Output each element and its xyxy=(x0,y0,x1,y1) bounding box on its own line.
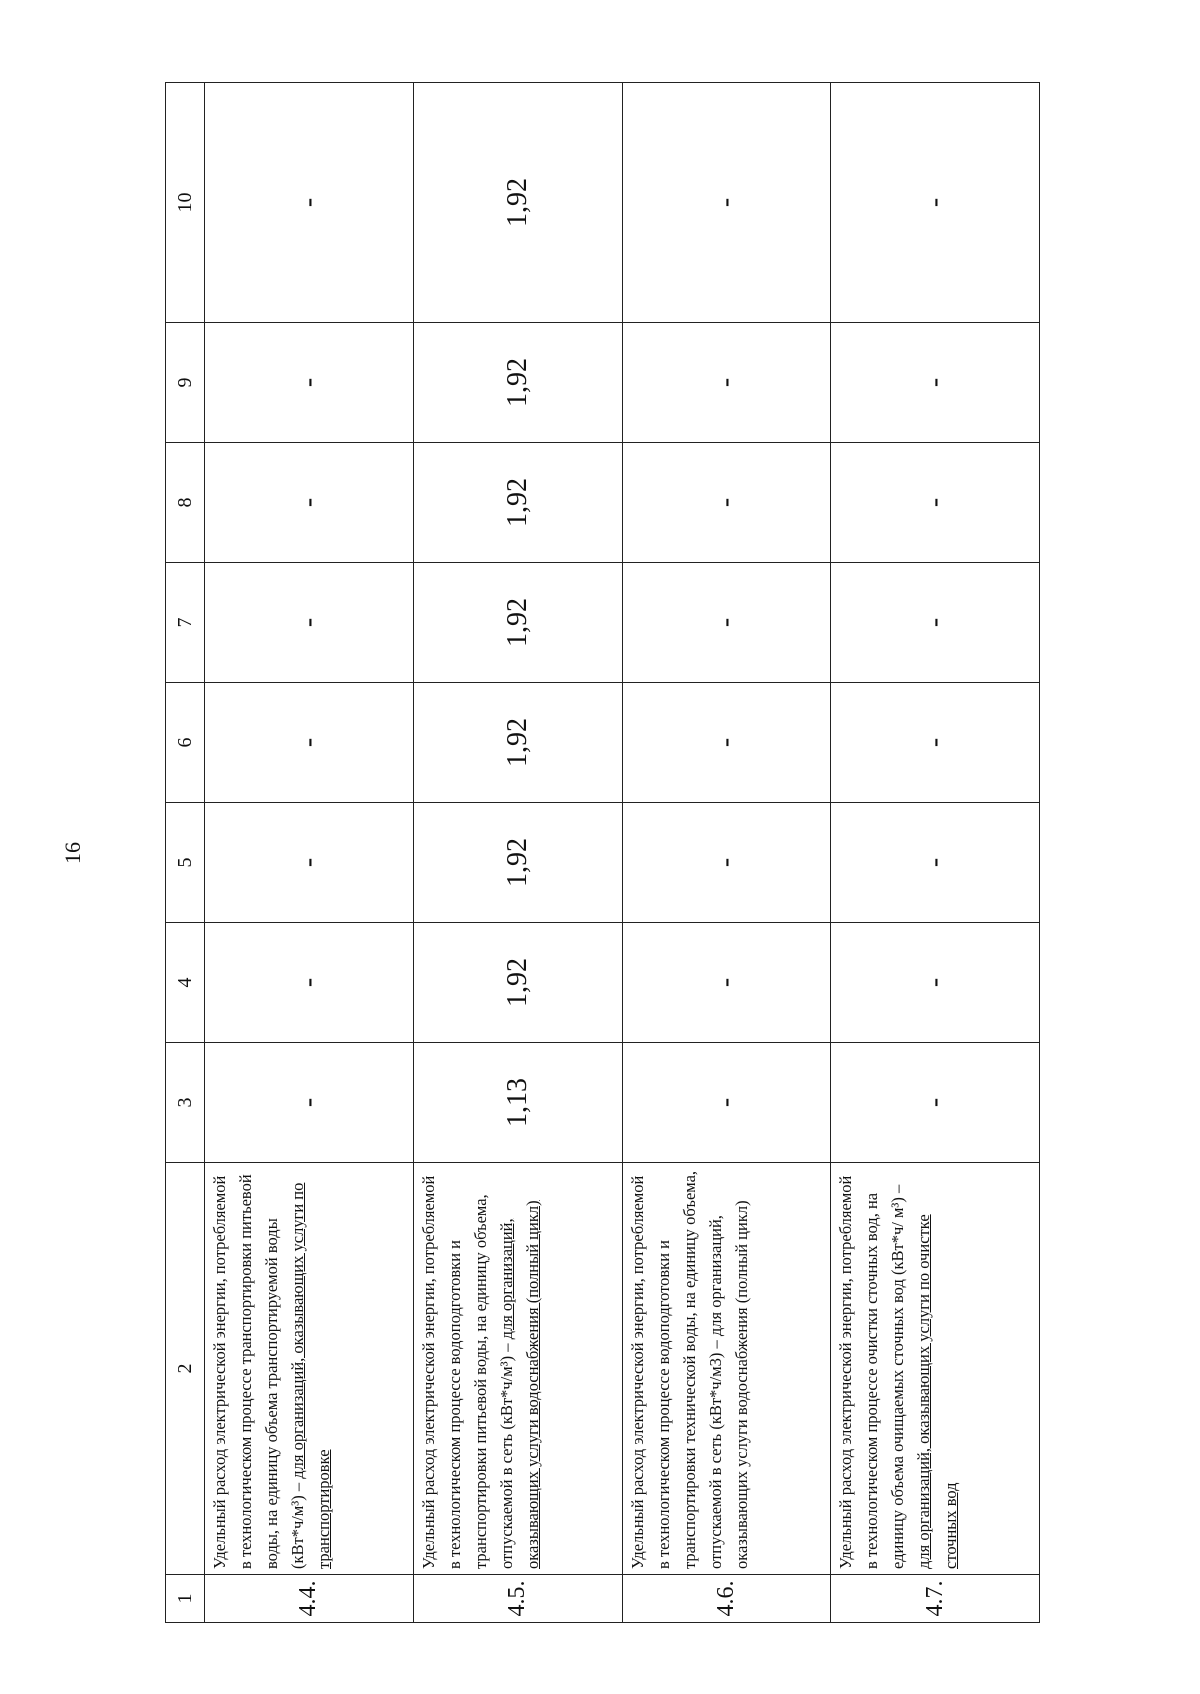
value-cell: 1,92 xyxy=(413,803,622,923)
value-cell: 1,92 xyxy=(413,83,622,323)
column-header: 7 xyxy=(166,563,205,683)
row-description: Удельный расход электрической энергии, потребляемой в технологическом процессе очистки сточных вод, на единицу объема очищаемых сточных вод (кВт*ч/ м³) – для организаций, оказывающих услуги по очистке сточных вод xyxy=(831,1163,1040,1575)
indicators-table xyxy=(165,82,1040,1623)
value-cell: - xyxy=(205,323,414,443)
value-cell: 1,92 xyxy=(413,683,622,803)
table-row xyxy=(205,83,414,1623)
value-cell: - xyxy=(831,1043,1040,1163)
value-cell: - xyxy=(831,923,1040,1043)
value-cell: - xyxy=(205,1043,414,1163)
value-cell: - xyxy=(831,683,1040,803)
table-row xyxy=(622,83,831,1623)
rotated-table-container xyxy=(165,83,1040,1623)
value-cell: - xyxy=(205,923,414,1043)
row-description: Удельный расход электрической энергии, потребляемой в технологическом процессе водоподготовки и транспортировки технической воды, на единицу объема, отпускаемой в сеть (кВт*ч/м3) – для организаций, оказывающих услуги водоснабжения (полный цикл) xyxy=(622,1163,831,1575)
value-cell: - xyxy=(205,83,414,323)
value-cell: 1,92 xyxy=(413,323,622,443)
column-header: 5 xyxy=(166,803,205,923)
value-cell: - xyxy=(205,803,414,923)
value-cell: - xyxy=(831,323,1040,443)
column-header: 8 xyxy=(166,443,205,563)
row-number: 4.7. xyxy=(831,1575,1040,1623)
column-header: 1 xyxy=(166,1575,205,1623)
value-cell: - xyxy=(205,443,414,563)
value-cell: 1,92 xyxy=(413,563,622,683)
value-cell: - xyxy=(622,83,831,323)
value-cell: - xyxy=(205,683,414,803)
value-cell: - xyxy=(831,83,1040,323)
column-header: 9 xyxy=(166,323,205,443)
value-cell: - xyxy=(831,803,1040,923)
value-cell: - xyxy=(205,563,414,683)
value-cell: 1,92 xyxy=(413,923,622,1043)
value-cell: - xyxy=(622,323,831,443)
row-number: 4.5. xyxy=(413,1575,622,1623)
value-cell: - xyxy=(622,563,831,683)
value-cell: - xyxy=(831,563,1040,683)
page-number: 16 xyxy=(60,842,85,864)
value-cell: - xyxy=(622,1043,831,1163)
row-description: Удельный расход электрической энергии, потребляемой в технологическом процессе транспортировки питьевой воды, на единицу объема транспортируемой воды (кВт*ч/м³) – для организаций, оказывающих услуги по транспортировке xyxy=(205,1163,414,1575)
value-cell: - xyxy=(622,443,831,563)
row-number: 4.4. xyxy=(205,1575,414,1623)
row-number: 4.6. xyxy=(622,1575,831,1623)
value-cell: - xyxy=(622,803,831,923)
column-header: 10 xyxy=(166,83,205,323)
column-header: 2 xyxy=(166,1163,205,1575)
value-cell: - xyxy=(622,683,831,803)
value-cell: 1,92 xyxy=(413,443,622,563)
table-row xyxy=(413,83,622,1623)
value-cell: - xyxy=(831,443,1040,563)
value-cell: 1,13 xyxy=(413,1043,622,1163)
column-header: 6 xyxy=(166,683,205,803)
column-header: 3 xyxy=(166,1043,205,1163)
table-row xyxy=(831,83,1040,1623)
header-row xyxy=(166,83,205,1623)
row-description: Удельный расход электрической энергии, потребляемой в технологическом процессе водоподготовки и транспортировки питьевой воды, на единицу объема, отпускаемой в сеть (кВт*ч/м³) – для организаций, оказывающих услуги водоснабжения (полный цикл) xyxy=(413,1163,622,1575)
value-cell: - xyxy=(622,923,831,1043)
column-header: 4 xyxy=(166,923,205,1043)
